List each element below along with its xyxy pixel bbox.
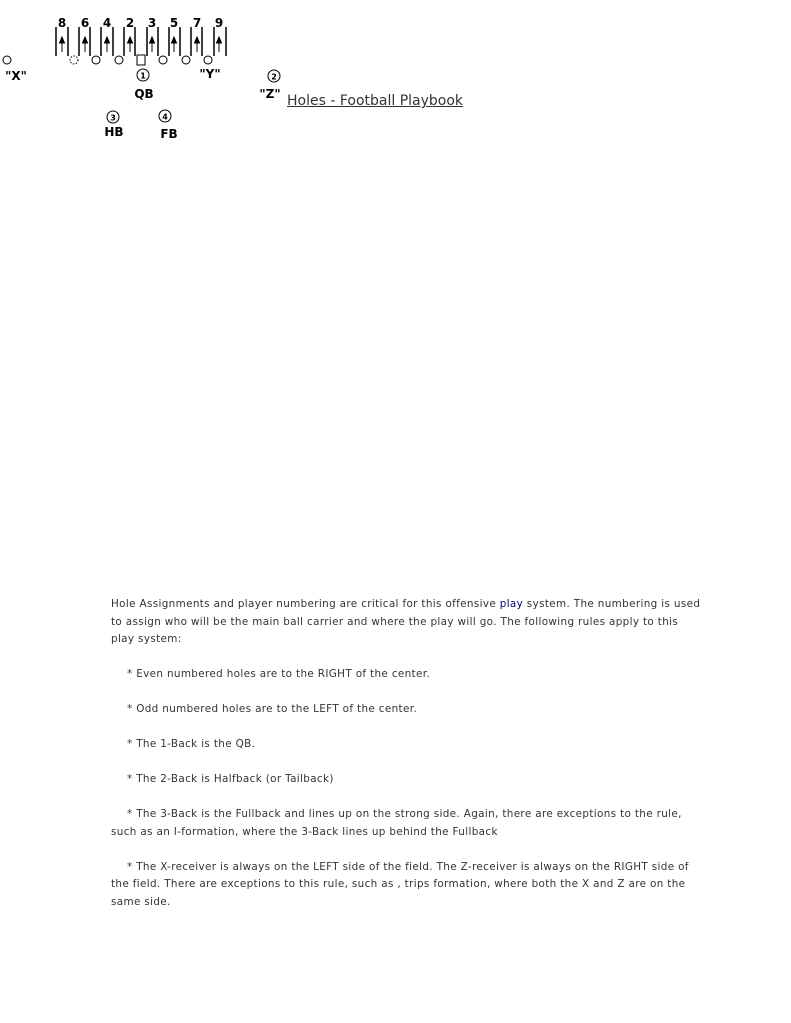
play-link[interactable]: play — [499, 598, 524, 610]
intro-paragraph — [111, 596, 701, 649]
player-circle-icon — [115, 56, 123, 64]
hole-number: 3 — [147, 16, 157, 30]
formation-diagram — [0, 0, 300, 150]
hb-number: 3 — [110, 113, 116, 123]
qb-number: 1 — [140, 71, 146, 81]
rule-item — [111, 736, 701, 754]
player-circle-icon — [159, 56, 167, 64]
article-body — [111, 596, 701, 929]
rule-text: * The X-receiver is always on the LEFT side of the field. The Z-receiver is always on the RIGHT side of the field. There are exceptions to this rule, such as , trips formation, where both the X and Z are on the same side. — [111, 860, 689, 908]
rule-item — [111, 859, 701, 912]
fb-label: FB — [160, 127, 178, 141]
rule-text: * The 1-Back is the QB. — [127, 738, 256, 750]
player-circle-icon — [182, 56, 190, 64]
hole-number: 4 — [102, 16, 112, 30]
hole-number: 7 — [192, 16, 202, 30]
rule-item — [111, 666, 701, 684]
player-circle-icon — [70, 56, 78, 64]
fb-number: 4 — [162, 112, 168, 122]
page-title-link[interactable]: Holes - Football Playbook — [287, 93, 464, 109]
hole-arrows — [60, 37, 222, 52]
x-receiver-label: "X" — [5, 69, 27, 83]
rule-text: * The 2-Back is Halfback (or Tailback) — [127, 773, 334, 785]
z-number: 2 — [271, 72, 277, 82]
intro-text-end: system. The numbering is used to assign who will be the main ball carrier and where the play will go. The following rules apply to this play system: — [111, 598, 701, 645]
up-arrow-icon — [128, 37, 133, 52]
up-arrow-icon — [83, 37, 88, 52]
center-square-icon — [137, 55, 145, 65]
hole-number: 6 — [80, 16, 90, 30]
z-receiver-label: "Z" — [259, 87, 281, 101]
y-receiver-label: "Y" — [199, 67, 221, 81]
up-arrow-icon — [217, 37, 222, 52]
hole-number: 8 — [57, 16, 67, 30]
rule-item — [111, 701, 701, 719]
hole-number: 5 — [169, 16, 179, 30]
intro-text-start: Hole Assignments and player numbering are critical for this offensive — [111, 598, 500, 610]
up-arrow-icon — [150, 37, 155, 52]
rule-item — [111, 806, 701, 841]
player-circle-icon — [92, 56, 100, 64]
up-arrow-icon — [60, 37, 65, 52]
rule-text: * The 3-Back is the Fullback and lines up on the strong side. Again, there are exceptions to the rule, such as an I-formation, where the 3-Back lines up behind the Fullback — [111, 808, 682, 838]
hb-label: HB — [104, 125, 124, 139]
qb-label: QB — [134, 87, 154, 101]
hole-lines — [56, 27, 226, 56]
up-arrow-icon — [172, 37, 177, 52]
x-receiver-circle-icon — [3, 56, 11, 64]
up-arrow-icon — [195, 37, 200, 52]
hole-number: 2 — [125, 16, 135, 30]
player-circle-icon — [204, 56, 212, 64]
offensive-line — [70, 55, 212, 65]
rule-text: * Even numbered holes are to the RIGHT of the center. — [127, 668, 431, 680]
hole-numbers — [58, 16, 223, 30]
rule-item — [111, 771, 701, 789]
up-arrow-icon — [105, 37, 110, 52]
rule-text: * Odd numbered holes are to the LEFT of the center. — [127, 703, 418, 715]
hole-number: 9 — [214, 16, 224, 30]
